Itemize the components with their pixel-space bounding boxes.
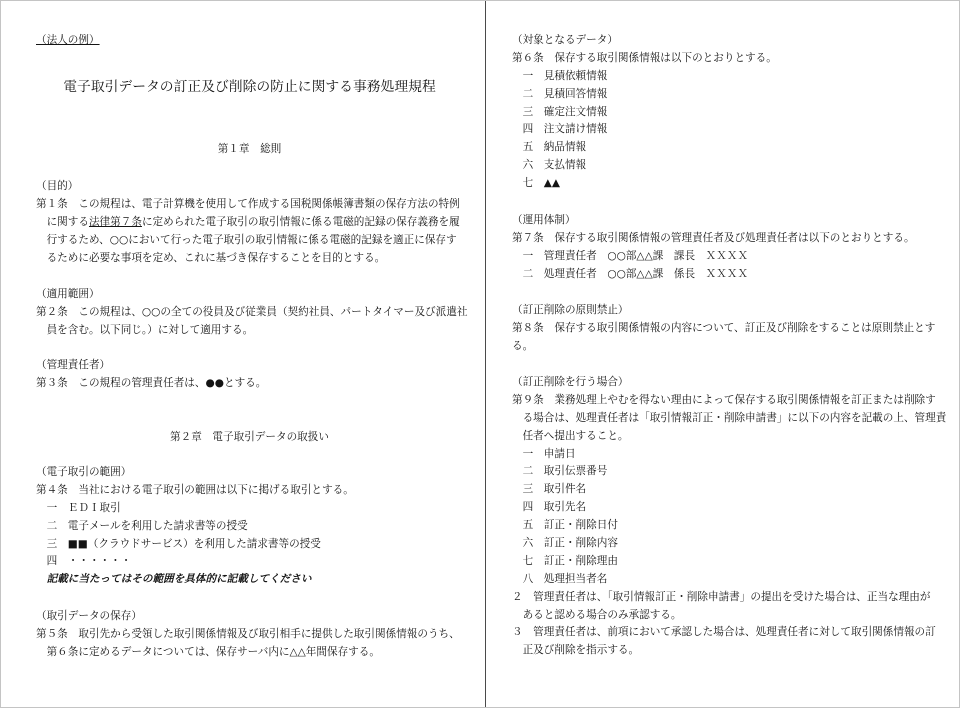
article-7-heading: （運用体制） bbox=[512, 214, 576, 226]
article-7 bbox=[512, 212, 952, 284]
article-1-line: 第１条 この規程は、電子計算機を使用して作成する国税関係帳簿書類の保存方法の特例 bbox=[36, 197, 460, 210]
article-8-line: 第８条 保存する取引関係情報の内容について、訂正及び削除をすることは原則禁止とす bbox=[512, 321, 936, 334]
article-2-heading: （適用範囲） bbox=[36, 288, 100, 300]
article-7-line: 第７条 保存する取引関係情報の管理責任者及び処理責任者は以下のとおりとする。 bbox=[512, 231, 915, 244]
article-9 bbox=[512, 374, 952, 660]
article-8 bbox=[512, 302, 952, 356]
corporate-example-label: （法人の例） bbox=[36, 34, 100, 46]
article-5-line: 第５条 取引先から受領した取引関係情報及び取引相手に提供した取引関係情報のうち、 bbox=[36, 627, 460, 640]
article-6-item: 二 見積回答情報 bbox=[522, 87, 608, 100]
article-6-item: 四 注文請け情報 bbox=[522, 123, 608, 136]
article-9-item: 三 取引件名 bbox=[522, 483, 587, 496]
article-4-item: 四 ・・・・・・ bbox=[46, 555, 132, 568]
article-6-item: 一 見積依頼情報 bbox=[522, 69, 608, 82]
article-9-paragraph-3-line: ３ 管理責任者は、前項において承認した場合は、処理責任者に対して取引関係情報の訂 bbox=[512, 626, 936, 639]
article-2-line: 員を含む。以下同じ。）に対して適用する。 bbox=[46, 323, 254, 336]
article-6-item: 七 ▲▲ bbox=[522, 177, 561, 190]
corporate-example-label-block bbox=[36, 32, 476, 50]
article-6-item: 三 確定注文情報 bbox=[522, 105, 608, 118]
article-4-item: 一 ＥＤＩ取引 bbox=[46, 501, 121, 514]
article-3-line: 第３条 この規程の管理責任者は、●●とする。 bbox=[36, 376, 267, 389]
article-2-line: 第２条 この規程は、○○の全ての役員及び従業員（契約社員、パートタイマー及び派遣社 bbox=[36, 305, 468, 318]
article-9-line: る場合は、処理責任者は「取引情報訂正・削除申請書」に以下の内容を記載の上、管理責 bbox=[522, 411, 947, 424]
chapter-2-heading: 第２章 電子取引データの取扱い bbox=[170, 431, 329, 443]
article-4-item: 二 電子メールを利用した請求書等の授受 bbox=[46, 519, 248, 532]
article-2 bbox=[36, 286, 476, 340]
article-1-line-text: に定められた電子取引の取引情報に係る電磁的記録の保存義務を履 bbox=[141, 215, 460, 228]
article-9-heading: （訂正削除を行う場合） bbox=[512, 376, 629, 388]
article-9-paragraph-3-line: 正及び削除を指示する。 bbox=[522, 644, 640, 657]
article-9-line: 任者へ提出すること。 bbox=[522, 429, 629, 442]
article-6-heading: （対象となるデータ） bbox=[512, 34, 618, 46]
article-4-line: 第４条 当社における電子取引の範囲は以下に掲げる取引とする。 bbox=[36, 483, 354, 496]
article-5-heading: （取引データの保存） bbox=[36, 610, 142, 622]
article-9-item: 八 処理担当者名 bbox=[522, 572, 608, 585]
article-4 bbox=[36, 464, 476, 589]
law-article-7-reference: 法律第７条 bbox=[88, 215, 142, 228]
article-9-item: 四 取引先名 bbox=[522, 501, 587, 514]
article-5-line: 第６条に定めるデータについては、保存サーバ内に△△年間保存する。 bbox=[46, 645, 380, 658]
article-9-paragraph-2-line: あると認める場合のみ承認する。 bbox=[522, 608, 682, 621]
right-page bbox=[486, 1, 959, 707]
document-title: 電子取引データの訂正及び削除の防止に関する事務処理規程 bbox=[63, 79, 436, 95]
article-7-item: 一 管理責任者 ○○部△△課 課長 ＸＸＸＸ bbox=[522, 249, 749, 262]
left-page bbox=[1, 1, 485, 707]
article-6-item: 五 納品情報 bbox=[522, 141, 587, 154]
article-4-instruction-note: 記載に当たってはその範囲を具体的に記載してください bbox=[46, 573, 312, 586]
article-1-line bbox=[36, 214, 476, 232]
chapter-1-block bbox=[36, 141, 463, 159]
article-9-item: 六 訂正・削除内容 bbox=[522, 537, 618, 550]
article-6-line: 第６条 保存する取引関係情報は以下のとおりとする。 bbox=[512, 51, 777, 64]
article-9-line: 第９条 業務処理上やむを得ない理由によって保存する取引関係情報を訂正または削除す bbox=[512, 393, 936, 406]
document-title-block bbox=[36, 78, 463, 96]
article-1-line: るために必要な事項を定め、これに基づき保存することを目的とする。 bbox=[46, 251, 386, 264]
article-1-line: 行するため、○○において行った電子取引の取引情報に係る電磁的記録を適正に保存す bbox=[46, 233, 457, 246]
article-4-heading: （電子取引の範囲） bbox=[36, 466, 132, 478]
article-6 bbox=[512, 32, 952, 193]
article-3 bbox=[36, 357, 476, 393]
article-1 bbox=[36, 178, 476, 267]
article-1-line-text: に関する bbox=[46, 215, 89, 228]
article-9-item: 七 訂正・削除理由 bbox=[522, 554, 618, 567]
article-5 bbox=[36, 608, 476, 662]
article-9-item: 二 取引伝票番号 bbox=[522, 465, 608, 478]
chapter-2-block bbox=[36, 429, 463, 447]
article-9-paragraph-2-line: ２ 管理責任者は、「取引情報訂正・削除申請書」の提出を受けた場合は、正当な理由が bbox=[512, 590, 931, 603]
article-7-item: 二 処理責任者 ○○部△△課 係長 ＸＸＸＸ bbox=[522, 267, 749, 280]
article-3-heading: （管理責任者） bbox=[36, 359, 111, 371]
article-4-item: 三 ■■（クラウドサービス）を利用した請求書等の授受 bbox=[46, 537, 321, 550]
article-6-item: 六 支払情報 bbox=[522, 159, 587, 172]
article-8-heading: （訂正削除の原則禁止） bbox=[512, 304, 629, 316]
article-9-item: 一 申請日 bbox=[522, 447, 576, 460]
article-1-heading: （目的） bbox=[36, 180, 79, 192]
article-8-line: る。 bbox=[512, 339, 534, 352]
article-9-item: 五 訂正・削除日付 bbox=[522, 519, 618, 532]
chapter-1-heading: 第１章 総則 bbox=[217, 143, 282, 155]
